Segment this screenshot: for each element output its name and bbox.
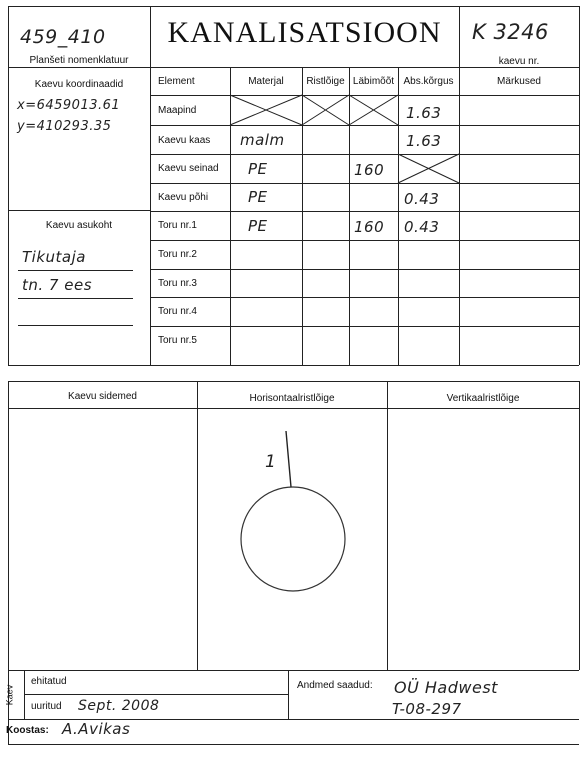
crossed-cell: [349, 95, 398, 125]
kaev-label: Kaev: [4, 684, 15, 706]
row-label: Maapind: [158, 105, 197, 116]
col-vertikaalristloige: Vertikaalristlõige: [446, 393, 520, 404]
nomenclature-value: 459_410: [20, 26, 106, 48]
andmed-value-1: OÜ Hadwest: [394, 678, 498, 697]
row-label: Toru nr.3: [158, 278, 197, 289]
cell-abs: 0.43: [404, 190, 440, 208]
pipe-number-label: 1: [265, 452, 277, 472]
cell-labimoot: 160: [354, 161, 385, 179]
col-header-abs: Abs.kõrgus: [403, 76, 454, 87]
cell-abs: 0.43: [404, 218, 440, 236]
cell-materjal: PE: [248, 188, 268, 206]
coord-x: x=6459013.61: [17, 98, 121, 113]
cell-abs: 1.63: [406, 132, 442, 150]
row-label: Toru nr.4: [158, 306, 197, 317]
andmed-label: Andmed saadud:: [297, 680, 373, 691]
nomenclature-label: Planšeti nomenklatuur: [29, 55, 129, 66]
andmed-value-2: T-08-297: [392, 700, 462, 718]
col-horisontaalristloige: Horisontaalristlõige: [249, 393, 335, 404]
cell-materjal: malm: [240, 131, 285, 149]
coords-label: Kaevu koordinaadid: [34, 79, 124, 90]
well-cross-section-circle: [230, 405, 360, 595]
col-header-element: Element: [158, 76, 195, 87]
col-header-materjal: Materjal: [248, 76, 284, 87]
page-title: KANALISATSIOON: [167, 16, 442, 49]
location-label: Kaevu asukoht: [45, 220, 113, 231]
crossed-cell: [230, 95, 302, 125]
location-line1: Tikutaja: [22, 248, 86, 266]
koostas-value: A.Avikas: [62, 720, 131, 738]
col-header-labimoot: Läbimõõt: [352, 76, 395, 87]
crossed-cell: [398, 154, 459, 183]
row-label: Kaevu seinad: [158, 163, 219, 174]
row-label: Kaevu põhi: [158, 192, 209, 203]
koostas-label: Koostas:: [6, 725, 49, 736]
well-number-label: kaevu nr.: [498, 56, 540, 67]
cell-materjal: PE: [248, 160, 268, 178]
cell-labimoot: 160: [354, 218, 385, 236]
cell-materjal: PE: [248, 217, 268, 235]
row-label: Toru nr.5: [158, 335, 197, 346]
well-number-value: K 3246: [472, 20, 549, 44]
col-header-ristloige: Ristlõige: [306, 76, 345, 87]
location-line2: tn. 7 ees: [22, 276, 93, 294]
coord-y: y=410293.35: [17, 119, 112, 134]
cell-abs: 1.63: [406, 104, 442, 122]
row-label: Toru nr.1: [158, 220, 197, 231]
uuritud-value: Sept. 2008: [78, 698, 160, 714]
row-label: Toru nr.2: [158, 249, 197, 260]
col-kaevu-sidemed: Kaevu sidemed: [68, 391, 137, 402]
crossed-cell: [302, 95, 349, 125]
uuritud-label: uuritud: [31, 701, 62, 712]
col-header-markused: Märkused: [497, 76, 541, 87]
row-label: Kaevu kaas: [158, 135, 211, 146]
ehitatud-label: ehitatud: [31, 676, 67, 687]
